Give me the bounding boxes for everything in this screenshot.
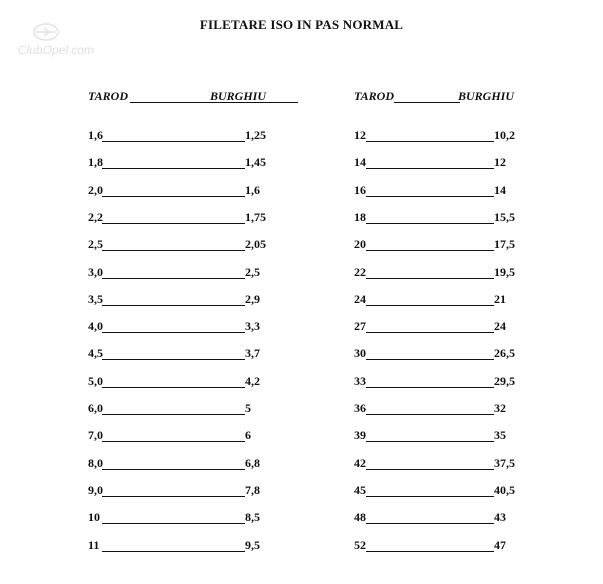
burghiu-value: 1,45 [245,155,266,170]
leader-line [366,168,494,169]
burghiu-value: 12 [494,155,506,170]
burghiu-value: 2,5 [245,264,260,279]
burghiu-value: 2,05 [245,237,266,252]
right-header-burghiu: BURGHIU [458,89,515,103]
tarod-value: 4,0 [88,319,103,334]
leader-line [102,223,245,224]
left-table-row [88,292,278,308]
leader-line [102,496,245,497]
burghiu-value: 8,5 [245,510,260,525]
leader-line [102,168,245,169]
leader-line [366,359,494,360]
burghiu-value: 14 [494,182,506,197]
tarod-value: 33 [354,373,366,388]
tarod-value: 16 [354,182,366,197]
tarod-value: 30 [354,346,366,361]
left-header-tarod: TAROD [88,89,129,103]
burghiu-value: 43 [494,510,506,525]
leader-line [366,332,494,333]
leader-line [366,523,494,524]
left-table-row [88,183,278,199]
leader-line [366,414,494,415]
right-table-row [354,346,534,362]
tarod-value: 1,8 [88,155,103,170]
burghiu-value: 47 [494,537,506,552]
tarod-value: 22 [354,264,366,279]
page-title: FILETARE ISO IN PAS NORMAL [199,17,404,32]
burghiu-value: 1,75 [245,209,266,224]
tarod-value: 2,0 [88,182,103,197]
tarod-value: 11 [88,537,100,552]
right-table-row [354,155,534,171]
burghiu-value: 26,5 [494,346,515,361]
left-table-row [88,538,278,554]
burghiu-value: 1,6 [245,182,260,197]
burghiu-value: 19,5 [494,264,515,279]
burghiu-value: 3,3 [245,319,260,334]
right-table-row [354,538,534,554]
left-table-row [88,483,278,499]
leader-line [366,196,494,197]
burghiu-value: 9,5 [245,537,260,552]
right-table-row [354,319,534,335]
left-table-row [88,210,278,226]
tarod-value: 8,0 [88,455,103,470]
tarod-value: 12 [354,128,366,142]
right-table-row [354,401,534,417]
left-table-row [88,237,278,253]
burghiu-value: 32 [494,401,506,415]
right-table-row [354,210,534,226]
tarod-value: 27 [354,319,366,334]
tarod-value: 2,5 [88,237,103,252]
right-column-header [354,89,534,105]
left-table-row [88,374,278,390]
left-table-row [88,128,278,144]
right-table-row [354,428,534,444]
burghiu-value: 2,9 [245,291,260,306]
leader-line [102,469,245,470]
leader-line [102,332,245,333]
leader-line [366,278,494,279]
tarod-value: 52 [354,537,366,552]
leader-line [366,551,494,552]
leader-line [102,441,245,442]
right-table-row [354,183,534,199]
tarod-value: 45 [354,482,366,497]
leader-line [102,141,245,142]
burghiu-value: 17,5 [494,237,515,252]
right-table-row [354,292,534,308]
leader-line [102,250,245,251]
left-column-header [88,89,278,105]
leader-line [102,551,245,552]
left-table-row [88,428,278,444]
left-table-row [88,155,278,171]
left-table-row [88,510,278,526]
burghiu-value: 4,2 [245,373,260,388]
leader-line [366,469,494,470]
burghiu-value: 10,2 [494,128,515,142]
left-table-row [88,401,278,417]
leader-line [102,387,245,388]
burghiu-value: 40,5 [494,482,515,497]
tarod-value: 39 [354,428,366,443]
burghiu-value: 37,5 [494,455,515,470]
leader-line [366,305,494,306]
burghiu-value: 6 [245,428,251,443]
burghiu-value: 3,7 [245,346,260,361]
leader-line [102,359,245,360]
tarod-value: 5,0 [88,373,103,388]
right-table-row [354,237,534,253]
leader-line [366,141,494,142]
leader-line [102,305,245,306]
right-header-tarod: TAROD [354,89,395,103]
right-table-row [354,483,534,499]
burghiu-value: 15,5 [494,209,515,224]
left-table-row [88,265,278,281]
left-header-burghiu: BURGHIU [210,89,267,103]
burghiu-value: 29,5 [494,373,515,388]
burghiu-value: 35 [494,428,506,443]
tarod-value: 6,0 [88,401,103,415]
tarod-value: 24 [354,291,366,306]
leader-line [102,278,245,279]
left-table-row [88,319,278,335]
tarod-value: 36 [354,401,366,415]
left-table-row [88,456,278,472]
right-table-row [354,265,534,281]
tarod-value: 3,5 [88,291,103,306]
tarod-value: 18 [354,209,366,224]
tarod-value: 2,2 [88,209,103,224]
tarod-value: 48 [354,510,366,525]
leader-line [102,523,245,524]
tarod-value: 42 [354,455,366,470]
tarod-value: 4,5 [88,346,103,361]
right-table-row [354,374,534,390]
tarod-value: 14 [354,155,366,170]
tarod-value: 20 [354,237,366,252]
leader-line [366,223,494,224]
burghiu-value: 6,8 [245,455,260,470]
tarod-value: 1,6 [88,128,103,142]
right-table-row [354,456,534,472]
burghiu-value: 24 [494,319,506,334]
burghiu-value: 21 [494,291,506,306]
leader-line [366,441,494,442]
right-table-row [354,128,534,144]
burghiu-value: 1,25 [245,128,266,142]
watermark-text: ClubOpel.com [18,43,95,57]
tarod-value: 10 [88,510,100,525]
leader-line [102,414,245,415]
right-table-row [354,510,534,526]
tarod-value: 7,0 [88,428,103,443]
leader-line [366,496,494,497]
left-table-row [88,346,278,362]
leader-line [102,196,245,197]
tarod-value: 9,0 [88,482,103,497]
burghiu-value: 7,8 [245,482,260,497]
leader-line [366,387,494,388]
tarod-value: 3,0 [88,264,103,279]
burghiu-value: 5 [245,401,251,415]
right-header-line [394,102,460,103]
leader-line [366,250,494,251]
